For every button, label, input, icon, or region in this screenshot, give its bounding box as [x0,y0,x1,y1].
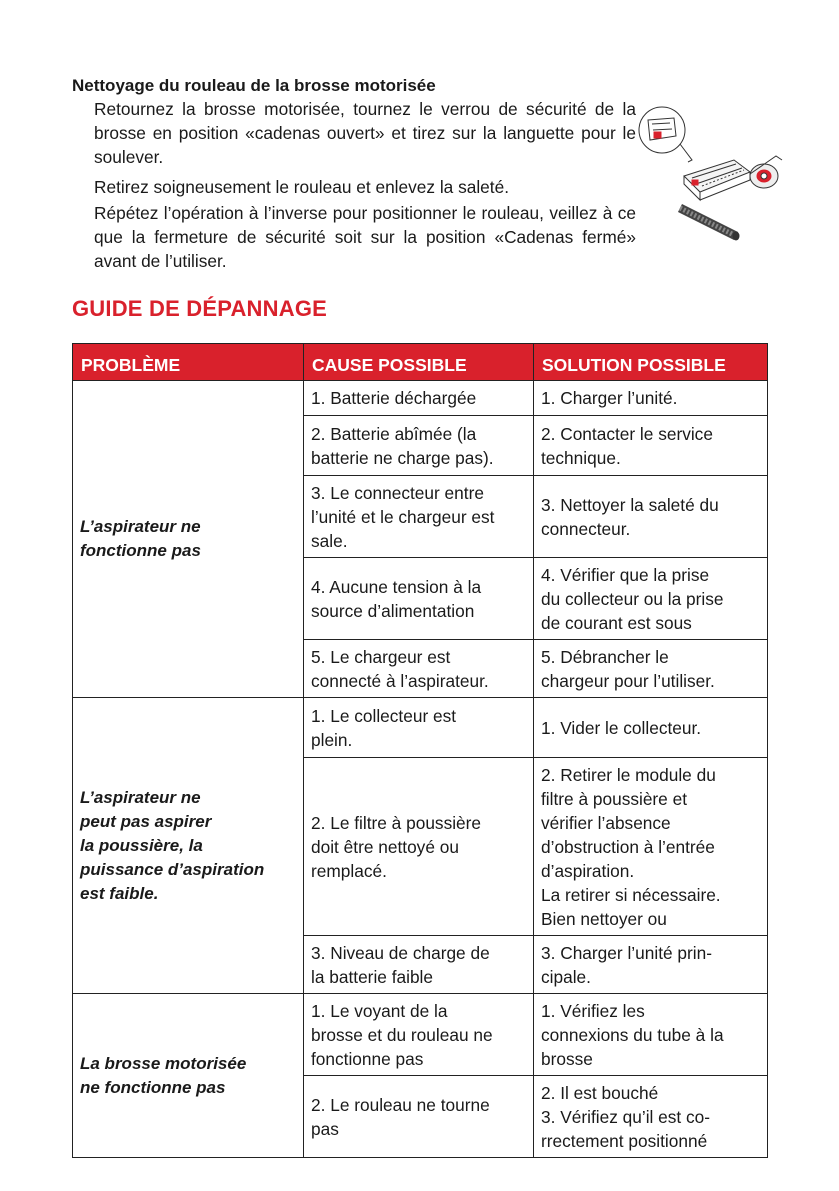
cause-cell: 2. Le rouleau ne tourne pas [304,1076,534,1158]
solution-cell: 2. Contacter le service technique. [534,416,768,476]
solution-cell: 3. Nettoyer la saleté du connecteur. [534,476,768,558]
cause-cell: 1. Le collecteur est plein. [304,698,534,758]
section-title: Nettoyage du rouleau de la brosse motorisée [72,76,436,95]
header-problem: PROBLÈME [73,344,304,381]
cause-cell: 2. Batterie abîmée (la batterie ne charge pas). [304,416,534,476]
header-solution: SOLUTION POSSIBLE [534,344,768,381]
solution-cell: 2. Retirer le module du filtre à poussière et vérifier l’absence d’obstruction à l’entrée d’aspiration. La retirer si nécessaire. Bien nettoyer ou [534,758,768,936]
table-header-row [73,344,768,381]
header-cause: CAUSE POSSIBLE [304,344,534,381]
problem-cell: L’aspirateur ne peut pas aspirer la poussière, la puissance d’aspiration est faible. [73,698,304,994]
solution-cell: 1. Charger l’unité. [534,381,768,416]
cleaning-paragraph-3: Répétez l’opération à l’inverse pour positionner le rouleau, veillez à ce que la fermeture de sécurité soit sur la position «Cadenas fermé» avant de l’utiliser. [94,203,636,271]
table-row [73,698,768,758]
table-row [73,994,768,1076]
cause-cell: 3. Niveau de charge de la batterie faible [304,936,534,994]
cause-cell: 2. Le filtre à poussière doit être nettoyé ou remplacé. [304,758,534,936]
cause-cell: 3. Le connecteur entre l’unité et le chargeur est sale. [304,476,534,558]
problem-cell: La brosse motorisée ne fonctionne pas [73,994,304,1158]
brush-illustration [636,96,786,248]
table-row [73,381,768,416]
solution-cell: 4. Vérifier que la prise du collecteur ou la prise de courant est sous [534,558,768,640]
problem-cell: L’aspirateur ne fonctionne pas [73,381,304,698]
cleaning-paragraph-2: Retirez soigneusement le rouleau et enlevez la saleté. [94,177,509,197]
solution-cell: 5. Débrancher le chargeur pour l’utiliser. [534,640,768,698]
cleaning-paragraph-1: Retournez la brosse motorisée, tournez le verrou de sécurité de la brosse en position «cadenas ouvert» et tirez sur la languette pour le soulever. [94,99,636,167]
troubleshooting-table [72,343,768,1158]
solution-cell: 3. Charger l’unité prin- cipale. [534,936,768,994]
cause-cell: 4. Aucune tension à la source d’alimentation [304,558,534,640]
solution-cell: 2. Il est bouché 3. Vérifiez qu’il est co- rrectement positionné [534,1076,768,1158]
cause-cell: 1. Batterie déchargée [304,381,534,416]
solution-cell: 1. Vider le collecteur. [534,698,768,758]
cause-cell: 5. Le chargeur est connecté à l’aspirateur. [304,640,534,698]
troubleshooting-title: GUIDE DE DÉPANNAGE [72,296,327,321]
solution-cell: 1. Vérifiez les connexions du tube à la brosse [534,994,768,1076]
cause-cell: 1. Le voyant de la brosse et du rouleau ne fonctionne pas [304,994,534,1076]
